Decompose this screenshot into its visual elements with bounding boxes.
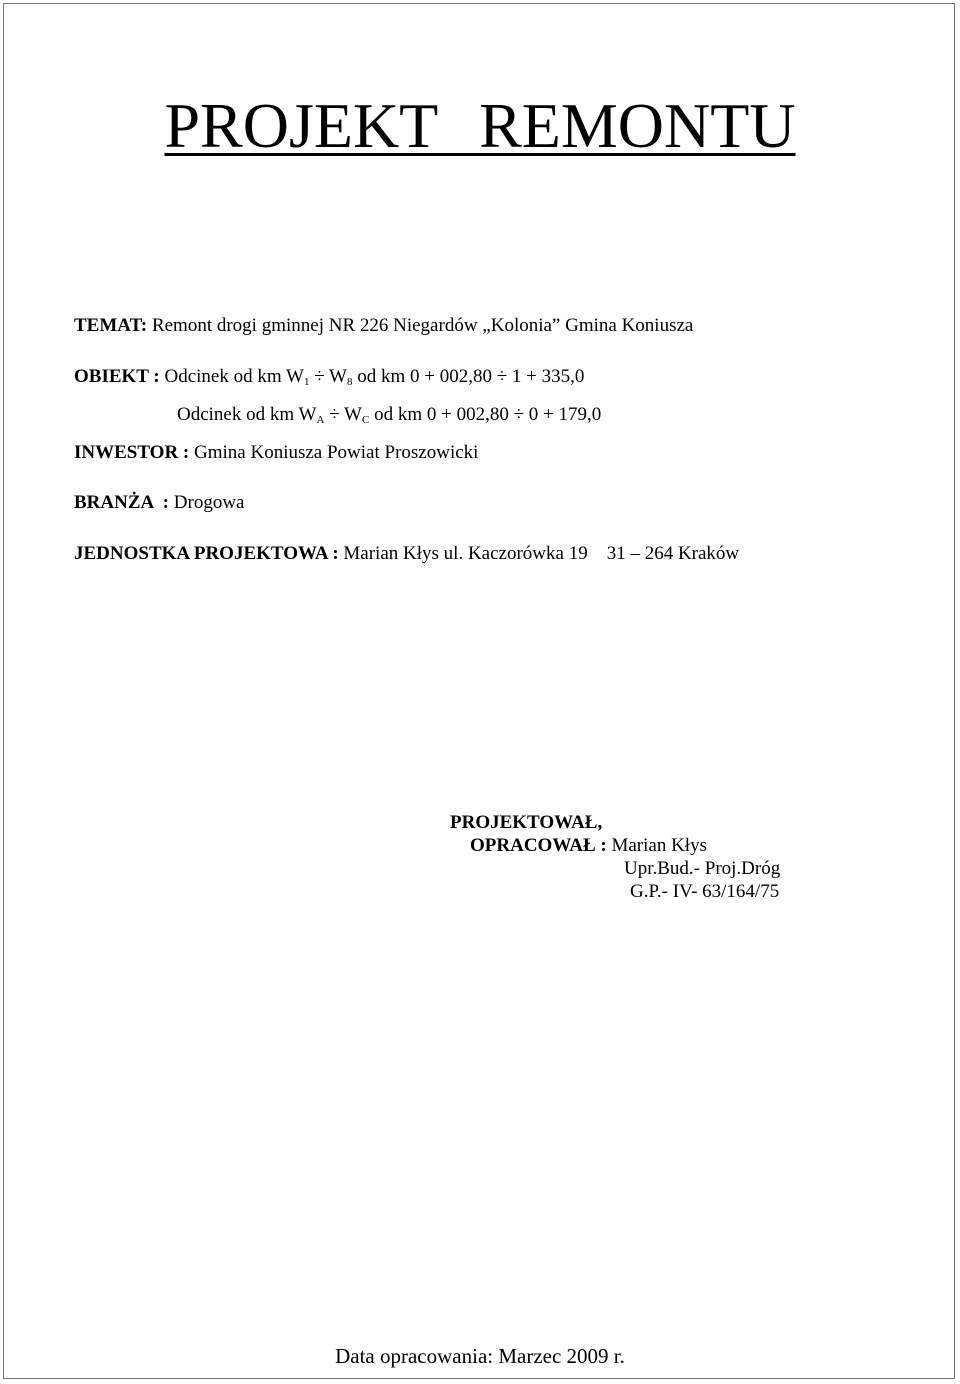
branza-value: Drogowa	[173, 492, 245, 513]
branza-line	[74, 491, 244, 515]
page-border	[3, 3, 955, 1379]
date-footer: Data opracowania: Marzec 2009 r.	[335, 1344, 625, 1368]
page-title: PROJEKT REMONTU	[164, 90, 796, 161]
obiekt-line2-pre: Odcinek od km W	[177, 404, 317, 425]
obiekt-line2-mid: ÷ W	[324, 404, 362, 425]
obiekt-line1-mid: ÷ W	[309, 366, 347, 387]
jednostka-value: Marian Kłys ul. Kaczorówka 19 31 – 264 Kraków	[343, 543, 740, 564]
inwestor-value: Gmina Koniusza Powiat Proszowicki	[194, 442, 479, 463]
inwestor-label: INWESTOR :	[74, 442, 190, 463]
opracowal-line	[470, 835, 707, 857]
projektowal-line	[450, 812, 602, 834]
obiekt-line2-sub1: A	[316, 414, 325, 426]
obiekt-line2-sub2: C	[361, 414, 370, 426]
obiekt-line1-pre: Odcinek od km W	[164, 366, 304, 387]
jednostka-line	[74, 542, 739, 566]
temat-value: Remont drogi gminnej NR 226 Niegardów „Kolonia” Gmina Koniusza	[151, 315, 694, 336]
temat-line	[74, 314, 693, 338]
obiekt-line2-post: od km 0 + 002,80 ÷ 0 + 179,0	[369, 404, 602, 425]
temat-label: TEMAT:	[74, 315, 148, 336]
opracowal-name: Marian Kłys	[611, 835, 707, 856]
obiekt-line-2	[177, 403, 601, 432]
obiekt-label: OBIEKT :	[74, 366, 160, 387]
uprawnienia-line: Upr.Bud.- Proj.Dróg	[624, 858, 781, 879]
projektowal-label: PROJEKTOWAŁ,	[450, 812, 603, 833]
obiekt-line1-sub2: 8	[347, 376, 353, 388]
numer-line: G.P.- IV- 63/164/75	[630, 881, 780, 902]
obiekt-line-1	[74, 365, 584, 394]
branza-label: BRANŻA :	[74, 492, 170, 513]
jednostka-label: JEDNOSTKA PROJEKTOWA :	[74, 543, 339, 564]
inwestor-line	[74, 441, 478, 465]
obiekt-line1-sub1: 1	[303, 376, 310, 388]
opracowal-label: OPRACOWAŁ :	[470, 835, 607, 856]
obiekt-line1-post: od km 0 + 002,80 ÷ 1 + 335,0	[352, 366, 585, 387]
